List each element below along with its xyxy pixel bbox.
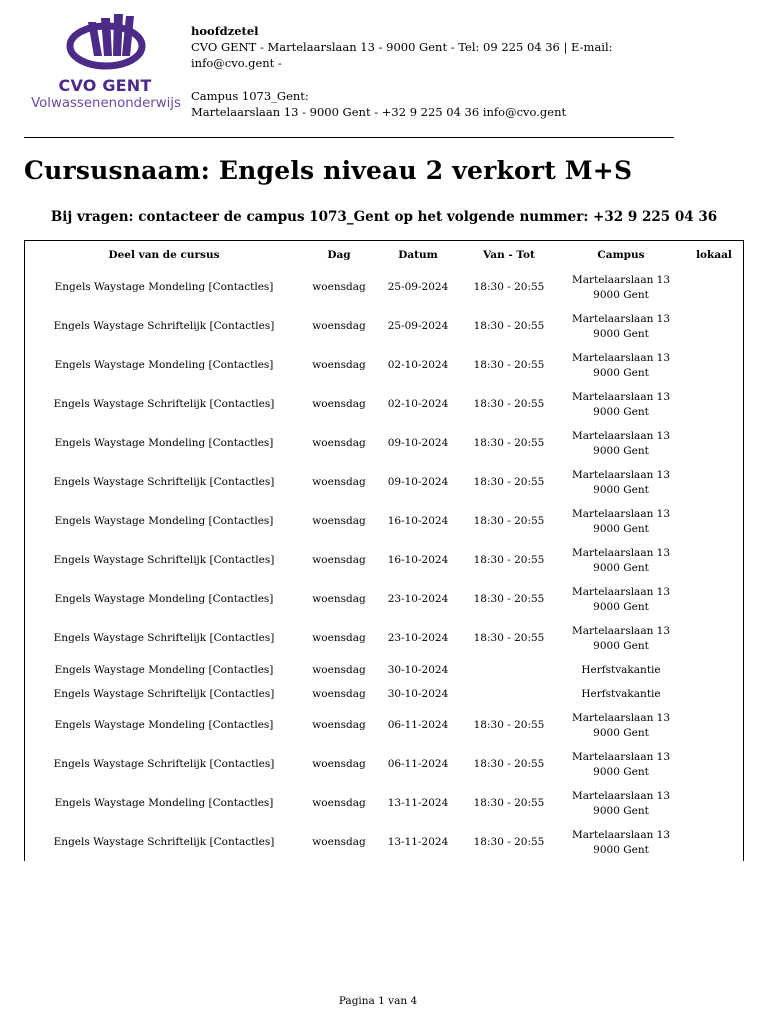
campus-line-1: Martelaarslaan 13 bbox=[571, 468, 671, 481]
table-row bbox=[25, 502, 743, 541]
cell-datum: 25-09-2024 bbox=[387, 320, 449, 332]
table-row bbox=[25, 580, 743, 619]
cell-deel: Engels Waystage Schriftelijk [Contactles] bbox=[53, 632, 275, 644]
cell-campus bbox=[557, 424, 685, 463]
cell-deel: Engels Waystage Schriftelijk [Contactles] bbox=[53, 687, 275, 700]
cell-tijd: 18:30 - 20:55 bbox=[473, 797, 545, 809]
campus-line-2: 9000 Gent bbox=[593, 522, 649, 535]
header-divider bbox=[24, 137, 674, 138]
campus-line-1: Herfstvakantie bbox=[581, 663, 661, 676]
cell-dag: woensdag bbox=[312, 398, 366, 410]
cell-lokaal bbox=[685, 706, 743, 745]
table-row bbox=[25, 784, 743, 823]
campus-line-2: 9000 Gent bbox=[593, 444, 649, 457]
column-header-lokaal: lokaal bbox=[696, 248, 732, 261]
cell-tijd bbox=[461, 658, 557, 682]
cell-dag: woensdag bbox=[312, 836, 366, 848]
column-header-campus: Campus bbox=[597, 248, 645, 261]
schedule-table bbox=[24, 240, 744, 861]
cell-tijd: 18:30 - 20:55 bbox=[473, 719, 545, 731]
cell-dag: woensdag bbox=[312, 797, 366, 809]
cell-campus bbox=[557, 745, 685, 784]
cell-dag: woensdag bbox=[312, 663, 366, 676]
campus-line-2: 9000 Gent bbox=[593, 639, 649, 652]
campus-line-2: 9000 Gent bbox=[593, 804, 649, 817]
cell-lokaal bbox=[685, 745, 743, 784]
campus-line-2: 9000 Gent bbox=[593, 366, 649, 379]
cell-dag: woensdag bbox=[312, 281, 366, 293]
cell-datum: 13-11-2024 bbox=[387, 836, 449, 848]
campus-line-1: Martelaarslaan 13 bbox=[571, 750, 671, 763]
cell-deel: Engels Waystage Schriftelijk [Contactles] bbox=[53, 320, 275, 332]
cell-lokaal bbox=[685, 784, 743, 823]
org-name: hoofdzetel bbox=[191, 24, 259, 38]
table-row bbox=[25, 541, 743, 580]
cell-tijd: 18:30 - 20:55 bbox=[473, 320, 545, 332]
cell-deel: Engels Waystage Mondeling [Contactles] bbox=[54, 515, 274, 527]
cell-tijd: 18:30 - 20:55 bbox=[473, 758, 545, 770]
cell-datum: 09-10-2024 bbox=[387, 476, 449, 488]
campus-line-1: Martelaarslaan 13 bbox=[571, 546, 671, 559]
cell-deel: Engels Waystage Schriftelijk [Contactles] bbox=[53, 554, 275, 566]
table-row bbox=[25, 619, 743, 658]
campus-line-2: 9000 Gent bbox=[593, 288, 649, 301]
cell-campus bbox=[557, 658, 685, 682]
cell-datum: 25-09-2024 bbox=[387, 281, 449, 293]
campus-title: Campus 1073_Gent: bbox=[191, 88, 309, 103]
cell-campus bbox=[557, 463, 685, 502]
cell-datum: 02-10-2024 bbox=[387, 398, 449, 410]
cell-lokaal bbox=[685, 307, 743, 346]
cell-datum: 06-11-2024 bbox=[387, 719, 449, 731]
cell-lokaal bbox=[685, 385, 743, 424]
campus-line-2: 9000 Gent bbox=[593, 483, 649, 496]
cell-deel: Engels Waystage Mondeling [Contactles] bbox=[54, 663, 274, 676]
cell-dag: woensdag bbox=[312, 632, 366, 644]
cell-lokaal bbox=[685, 580, 743, 619]
cell-tijd: 18:30 - 20:55 bbox=[473, 836, 545, 848]
campus-line-1: Martelaarslaan 13 bbox=[571, 585, 671, 598]
cell-lokaal bbox=[685, 658, 743, 682]
table-row bbox=[25, 745, 743, 784]
campus-line-2: 9000 Gent bbox=[593, 600, 649, 613]
table-row bbox=[25, 385, 743, 424]
cell-tijd: 18:30 - 20:55 bbox=[473, 398, 545, 410]
cell-datum: 23-10-2024 bbox=[387, 632, 449, 644]
cell-deel: Engels Waystage Schriftelijk [Contactles] bbox=[53, 758, 275, 770]
cell-datum: 16-10-2024 bbox=[387, 554, 449, 566]
table-row bbox=[25, 658, 743, 682]
table-row bbox=[25, 346, 743, 385]
cell-tijd: 18:30 - 20:55 bbox=[473, 359, 545, 371]
cell-campus bbox=[557, 706, 685, 745]
cell-lokaal bbox=[685, 463, 743, 502]
cell-deel: Engels Waystage Schriftelijk [Contactles] bbox=[53, 836, 275, 848]
cell-datum: 30-10-2024 bbox=[387, 663, 449, 676]
campus-line-2: 9000 Gent bbox=[593, 405, 649, 418]
cell-campus bbox=[557, 307, 685, 346]
table-row bbox=[25, 682, 743, 706]
table-row bbox=[25, 424, 743, 463]
cell-dag: woensdag bbox=[312, 437, 366, 449]
cell-dag: woensdag bbox=[312, 359, 366, 371]
table-row bbox=[25, 706, 743, 745]
cell-deel: Engels Waystage Mondeling [Contactles] bbox=[54, 359, 274, 371]
cell-datum: 02-10-2024 bbox=[387, 359, 449, 371]
cell-datum: 09-10-2024 bbox=[387, 437, 449, 449]
table-header-row bbox=[25, 241, 743, 268]
cell-dag: woensdag bbox=[312, 476, 366, 488]
cell-deel: Engels Waystage Mondeling [Contactles] bbox=[54, 593, 274, 605]
cell-tijd: 18:30 - 20:55 bbox=[473, 437, 545, 449]
cell-datum: 30-10-2024 bbox=[387, 687, 449, 700]
campus-line-1: Martelaarslaan 13 bbox=[571, 273, 671, 286]
campus-line-2: 9000 Gent bbox=[593, 765, 649, 778]
cell-lokaal bbox=[685, 502, 743, 541]
campus-line-1: Martelaarslaan 13 bbox=[571, 351, 671, 364]
cell-datum: 13-11-2024 bbox=[387, 797, 449, 809]
cell-tijd: 18:30 - 20:55 bbox=[473, 281, 545, 293]
org-address-line-2: info@cvo.gent - bbox=[191, 56, 282, 71]
campus-line-2: 9000 Gent bbox=[593, 726, 649, 739]
campus-line-1: Herfstvakantie bbox=[581, 687, 661, 700]
campus-line-1: Martelaarslaan 13 bbox=[571, 624, 671, 637]
cell-dag: woensdag bbox=[312, 719, 366, 731]
column-header-deel: Deel van de cursus bbox=[108, 248, 220, 261]
cell-lokaal bbox=[685, 619, 743, 658]
campus-line-1: Martelaarslaan 13 bbox=[571, 312, 671, 325]
column-header-dag: Dag bbox=[327, 248, 351, 261]
cell-tijd: 18:30 - 20:55 bbox=[473, 476, 545, 488]
campus-line-1: Martelaarslaan 13 bbox=[571, 507, 671, 520]
cell-campus bbox=[557, 619, 685, 658]
logo-subtitle: Volwassenenonderwijs bbox=[31, 96, 181, 111]
cell-lokaal bbox=[685, 541, 743, 580]
cell-campus bbox=[557, 823, 685, 861]
cell-lokaal bbox=[685, 682, 743, 706]
cell-lokaal bbox=[685, 424, 743, 463]
cvo-gent-logo bbox=[24, 12, 188, 116]
cell-datum: 23-10-2024 bbox=[387, 593, 449, 605]
cell-campus bbox=[557, 682, 685, 706]
cell-campus bbox=[557, 541, 685, 580]
cell-deel: Engels Waystage Schriftelijk [Contactles] bbox=[53, 398, 275, 410]
organization-info bbox=[191, 23, 671, 120]
cell-campus bbox=[557, 580, 685, 619]
cell-tijd: 18:30 - 20:55 bbox=[473, 554, 545, 566]
table-row bbox=[25, 307, 743, 346]
cell-tijd: 18:30 - 20:55 bbox=[473, 632, 545, 644]
contact-line: Bij vragen: contacteer de campus 1073_Gent op het volgende nummer: +32 9 225 04 36 bbox=[50, 209, 718, 225]
cell-dag: woensdag bbox=[312, 593, 366, 605]
column-header-tijd: Van - Tot bbox=[483, 248, 535, 261]
logo-name: CVO GENT bbox=[58, 76, 152, 95]
cell-dag: woensdag bbox=[312, 320, 366, 332]
cell-dag: woensdag bbox=[312, 687, 366, 700]
campus-line-2: 9000 Gent bbox=[593, 561, 649, 574]
cell-dag: woensdag bbox=[312, 515, 366, 527]
table-row bbox=[25, 823, 743, 861]
table-row bbox=[25, 463, 743, 502]
cell-deel: Engels Waystage Mondeling [Contactles] bbox=[54, 437, 274, 449]
cell-deel: Engels Waystage Mondeling [Contactles] bbox=[54, 719, 274, 731]
cell-campus bbox=[557, 502, 685, 541]
campus-address: Martelaarslaan 13 - 9000 Gent - +32 9 225 04 36 info@cvo.gent bbox=[191, 104, 567, 119]
cell-deel: Engels Waystage Schriftelijk [Contactles] bbox=[53, 476, 275, 488]
cell-datum: 16-10-2024 bbox=[387, 515, 449, 527]
cell-datum: 06-11-2024 bbox=[387, 758, 449, 770]
column-header-datum: Datum bbox=[398, 248, 438, 261]
cell-tijd: 18:30 - 20:55 bbox=[473, 515, 545, 527]
cell-dag: woensdag bbox=[312, 554, 366, 566]
page-title: Cursusnaam: Engels niveau 2 verkort M+S bbox=[24, 156, 633, 185]
campus-line-1: Martelaarslaan 13 bbox=[571, 828, 671, 841]
cell-deel: Engels Waystage Mondeling [Contactles] bbox=[54, 797, 274, 809]
campus-line-1: Martelaarslaan 13 bbox=[571, 789, 671, 802]
cell-campus bbox=[557, 385, 685, 424]
cell-tijd: 18:30 - 20:55 bbox=[473, 593, 545, 605]
campus-line-1: Martelaarslaan 13 bbox=[571, 711, 671, 724]
org-address-line-1: CVO GENT - Martelaarslaan 13 - 9000 Gent - Tel: 09 225 04 36 | E-mail: bbox=[191, 40, 613, 55]
table-row bbox=[25, 268, 743, 307]
cell-campus bbox=[557, 346, 685, 385]
campus-line-1: Martelaarslaan 13 bbox=[571, 390, 671, 403]
campus-line-2: 9000 Gent bbox=[593, 843, 649, 856]
cell-lokaal bbox=[685, 346, 743, 385]
page-number: Pagina 1 van 4 bbox=[338, 995, 418, 1007]
cell-lokaal bbox=[685, 823, 743, 861]
campus-line-1: Martelaarslaan 13 bbox=[571, 429, 671, 442]
cell-deel: Engels Waystage Mondeling [Contactles] bbox=[54, 281, 274, 293]
logo-emblem-icon bbox=[24, 12, 188, 74]
cell-tijd bbox=[461, 682, 557, 706]
campus-line-2: 9000 Gent bbox=[593, 327, 649, 340]
cell-campus bbox=[557, 784, 685, 823]
cell-campus bbox=[557, 268, 685, 307]
cell-dag: woensdag bbox=[312, 758, 366, 770]
cell-lokaal bbox=[685, 268, 743, 307]
